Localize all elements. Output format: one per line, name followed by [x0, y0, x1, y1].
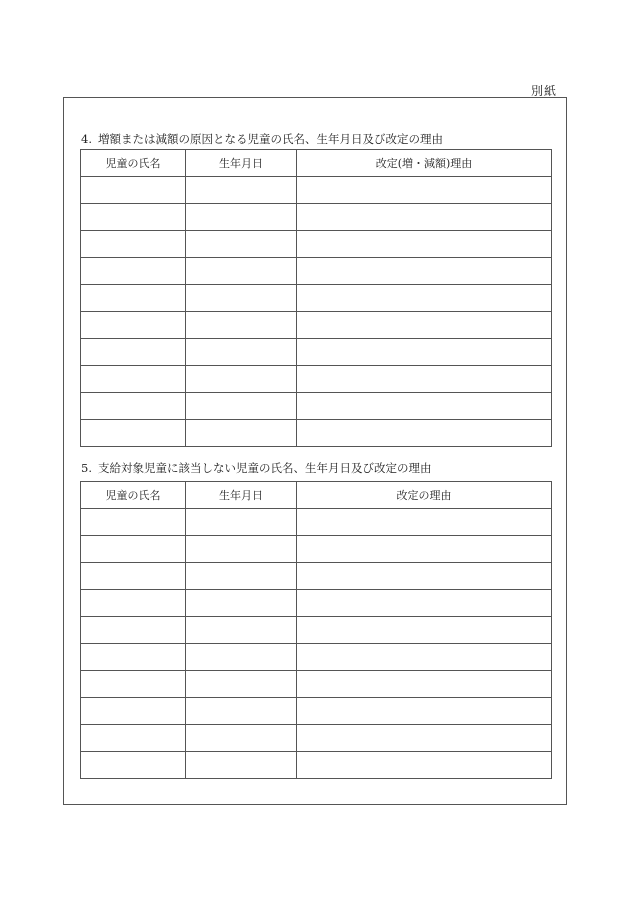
birthdate-cell[interactable]: [186, 644, 297, 671]
column-header-birthdate: 生年月日: [186, 150, 297, 177]
child-name-cell[interactable]: [81, 420, 186, 447]
birthdate-cell[interactable]: [186, 420, 297, 447]
child-name-cell[interactable]: [81, 752, 186, 779]
table-row: [81, 509, 552, 536]
birthdate-cell[interactable]: [186, 698, 297, 725]
birthdate-cell[interactable]: [186, 258, 297, 285]
reason-cell[interactable]: [297, 393, 552, 420]
table-row: [81, 285, 552, 312]
section-4-number: 4.: [81, 132, 92, 146]
child-name-cell[interactable]: [81, 590, 186, 617]
child-name-cell[interactable]: [81, 366, 186, 393]
child-name-cell[interactable]: [81, 393, 186, 420]
birthdate-cell[interactable]: [186, 536, 297, 563]
section-5-title: 支給対象児童に該当しない児童の氏名、生年月日及び改定の理由: [97, 461, 432, 475]
table-row: [81, 617, 552, 644]
reason-cell[interactable]: [297, 312, 552, 339]
reason-cell[interactable]: [297, 177, 552, 204]
birthdate-cell[interactable]: [186, 590, 297, 617]
table-row: [81, 231, 552, 258]
table-row: [81, 366, 552, 393]
child-name-cell[interactable]: [81, 231, 186, 258]
table-row: [81, 312, 552, 339]
column-header-child-name: 児童の氏名: [81, 150, 186, 177]
table-row: [81, 725, 552, 752]
table-row: [81, 590, 552, 617]
birthdate-cell[interactable]: [186, 231, 297, 258]
reason-cell[interactable]: [297, 698, 552, 725]
child-name-cell[interactable]: [81, 312, 186, 339]
table-row: [81, 258, 552, 285]
reason-cell[interactable]: [297, 563, 552, 590]
column-header-child-name: 児童の氏名: [81, 482, 186, 509]
child-name-cell[interactable]: [81, 204, 186, 231]
table-row: [81, 393, 552, 420]
birthdate-cell[interactable]: [186, 312, 297, 339]
reason-cell[interactable]: [297, 671, 552, 698]
birthdate-cell[interactable]: [186, 563, 297, 590]
section-4-heading: [81, 131, 443, 147]
birthdate-cell[interactable]: [186, 393, 297, 420]
reason-cell[interactable]: [297, 285, 552, 312]
birthdate-cell[interactable]: [186, 366, 297, 393]
child-name-cell[interactable]: [81, 671, 186, 698]
reason-cell[interactable]: [297, 420, 552, 447]
reason-cell[interactable]: [297, 617, 552, 644]
reason-cell[interactable]: [297, 258, 552, 285]
column-header-birthdate: 生年月日: [186, 482, 297, 509]
table-row: [81, 339, 552, 366]
child-name-cell[interactable]: [81, 725, 186, 752]
birthdate-cell[interactable]: [186, 285, 297, 312]
reason-cell[interactable]: [297, 231, 552, 258]
birthdate-cell[interactable]: [186, 671, 297, 698]
child-name-cell[interactable]: [81, 177, 186, 204]
birthdate-cell[interactable]: [186, 752, 297, 779]
table-row: [81, 536, 552, 563]
table-row: [81, 644, 552, 671]
child-name-cell[interactable]: [81, 258, 186, 285]
birthdate-cell[interactable]: [186, 339, 297, 366]
birthdate-cell[interactable]: [186, 617, 297, 644]
child-name-cell[interactable]: [81, 698, 186, 725]
table-row: [81, 563, 552, 590]
table-row: [81, 420, 552, 447]
reason-cell[interactable]: [297, 204, 552, 231]
section-4-title: 増額または減額の原因となる児童の氏名、生年月日及び改定の理由: [97, 132, 443, 146]
table-header-row: [81, 150, 552, 177]
table-row: [81, 204, 552, 231]
reason-cell[interactable]: [297, 339, 552, 366]
section-5-table: [80, 481, 552, 779]
section-5-heading: [81, 460, 431, 476]
reason-cell[interactable]: [297, 752, 552, 779]
birthdate-cell[interactable]: [186, 725, 297, 752]
reason-cell[interactable]: [297, 366, 552, 393]
column-header-reason: 改定の理由: [297, 482, 552, 509]
attachment-label: 別紙: [531, 84, 558, 98]
table-row: [81, 177, 552, 204]
birthdate-cell[interactable]: [186, 204, 297, 231]
reason-cell[interactable]: [297, 644, 552, 671]
child-name-cell[interactable]: [81, 509, 186, 536]
reason-cell[interactable]: [297, 509, 552, 536]
reason-cell[interactable]: [297, 725, 552, 752]
section-5-number: 5.: [81, 461, 92, 475]
section-4-table: [80, 149, 552, 447]
table-row: [81, 698, 552, 725]
child-name-cell[interactable]: [81, 285, 186, 312]
birthdate-cell[interactable]: [186, 509, 297, 536]
reason-cell[interactable]: [297, 590, 552, 617]
column-header-reason: 改定(増・減額)理由: [297, 150, 552, 177]
table-row: [81, 752, 552, 779]
reason-cell[interactable]: [297, 536, 552, 563]
table-row: [81, 671, 552, 698]
birthdate-cell[interactable]: [186, 177, 297, 204]
child-name-cell[interactable]: [81, 563, 186, 590]
table-header-row: [81, 482, 552, 509]
child-name-cell[interactable]: [81, 339, 186, 366]
child-name-cell[interactable]: [81, 536, 186, 563]
child-name-cell[interactable]: [81, 644, 186, 671]
child-name-cell[interactable]: [81, 617, 186, 644]
